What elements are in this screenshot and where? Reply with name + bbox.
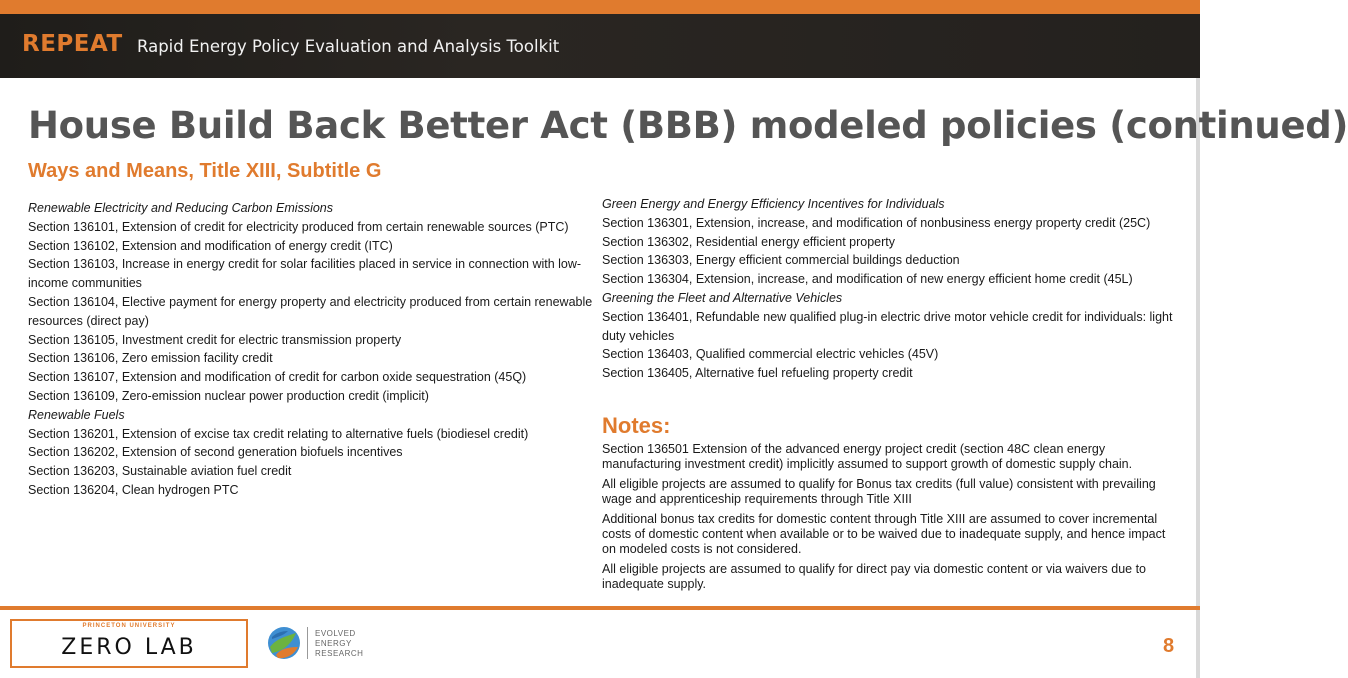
policy-item: Section 136304, Extension, increase, and modification of new energy efficient home credit (45L) <box>602 272 1133 287</box>
category-heading: Renewable Fuels <box>28 407 125 422</box>
policy-item: Section 136303, Energy efficient commercial buildings deduction <box>602 253 960 268</box>
category-heading: Renewable Electricity and Reducing Carbon Emissions <box>28 201 334 215</box>
eer-line: ENERGY <box>315 639 352 648</box>
policy-item: Section 136204, Clean hydrogen PTC <box>28 482 239 497</box>
policy-item: Section 136104, Elective payment for energy property and electricity produced from certain renewable resources (direct pay) <box>28 294 593 328</box>
brand-tagline: Rapid Energy Policy Evaluation and Analysis Toolkit <box>137 37 560 56</box>
policy-item: Section 136202, Extension of second generation biofuels incentives <box>28 445 403 460</box>
category-heading: Greening the Fleet and Alternative Vehicles <box>602 290 843 305</box>
top-accent-stripe <box>0 0 1200 14</box>
zero-lab-name: ZERO LAB <box>61 635 197 660</box>
footer-divider <box>0 606 1200 610</box>
eer-line: EVOLVED <box>315 629 356 638</box>
eer-line: RESEARCH <box>315 649 364 658</box>
right-policy-column <box>602 195 1187 383</box>
eer-wordmark <box>315 629 363 659</box>
policy-item: Section 136201, Extension of excise tax credit relating to alternative fuels (biodiesel credit) <box>28 426 529 441</box>
zero-lab-university: PRINCETON UNIVERSITY <box>82 623 176 629</box>
policy-item: Section 136102, Extension and modification of energy credit (ITC) <box>28 238 393 253</box>
policy-item: Section 136401, Refundable new qualified plug-in electric drive motor vehicle credit for individuals: light duty vehicles <box>602 309 1173 343</box>
policy-item: Section 136301, Extension, increase, and modification of nonbusiness energy property credit (25C) <box>602 215 1151 230</box>
category-heading: Green Energy and Energy Efficiency Incentives for Individuals <box>602 197 945 211</box>
notes-list <box>602 442 1177 597</box>
policy-item: Section 136103, Increase in energy credit for solar facilities placed in service in connection with low-income communities <box>28 257 582 291</box>
note-item: Section 136501 Extension of the advanced energy project credit (section 48C clean energy manufacturing investment credit) implicitly assumed to support growth of domestic supply chain. <box>602 442 1133 471</box>
slide-title: House Build Back Better Act (BBB) modeled policies (continued) <box>28 104 1348 147</box>
slide-subtitle: Ways and Means, Title XIII, Subtitle G <box>28 160 382 182</box>
policy-item: Section 136109, Zero-emission nuclear power production credit (implicit) <box>28 388 429 403</box>
policy-item: Section 136203, Sustainable aviation fuel credit <box>28 464 292 479</box>
left-policy-column <box>28 199 598 500</box>
policy-item: Section 136405, Alternative fuel refueling property credit <box>602 366 913 381</box>
policy-item: Section 136106, Zero emission facility credit <box>28 351 273 366</box>
zero-lab-logo <box>10 619 248 668</box>
globe-leaf-icon <box>266 625 302 661</box>
slide-edge-shadow <box>1196 78 1200 678</box>
page-number: 8 <box>1163 635 1175 657</box>
notes-heading: Notes: <box>602 413 671 438</box>
brand-logo: REPEAT <box>22 31 123 57</box>
note-item: All eligible projects are assumed to qualify for Bonus tax credits (full value) consistent with prevailing wage and apprenticeship requirements through Title XIII <box>602 477 1156 506</box>
policy-item: Section 136302, Residential energy efficient property <box>602 234 896 249</box>
note-item: Additional bonus tax credits for domestic content through Title XIII are assumed to cover incremental costs of domestic content when available or to be waived due to inadequate supply, and hence impact on modeled costs is not considered. <box>602 512 1166 556</box>
policy-item: Section 136101, Extension of credit for electricity produced from certain renewable sources (PTC) <box>28 219 569 234</box>
note-item: All eligible projects are assumed to qualify for direct pay via domestic content or via waivers due to inadequate supply. <box>602 562 1147 591</box>
policy-item: Section 136107, Extension and modification of credit for carbon oxide sequestration (45Q) <box>28 370 527 385</box>
policy-item: Section 136403, Qualified commercial electric vehicles (45V) <box>602 347 939 362</box>
eer-divider <box>307 627 308 659</box>
policy-item: Section 136105, Investment credit for electric transmission property <box>28 332 402 347</box>
